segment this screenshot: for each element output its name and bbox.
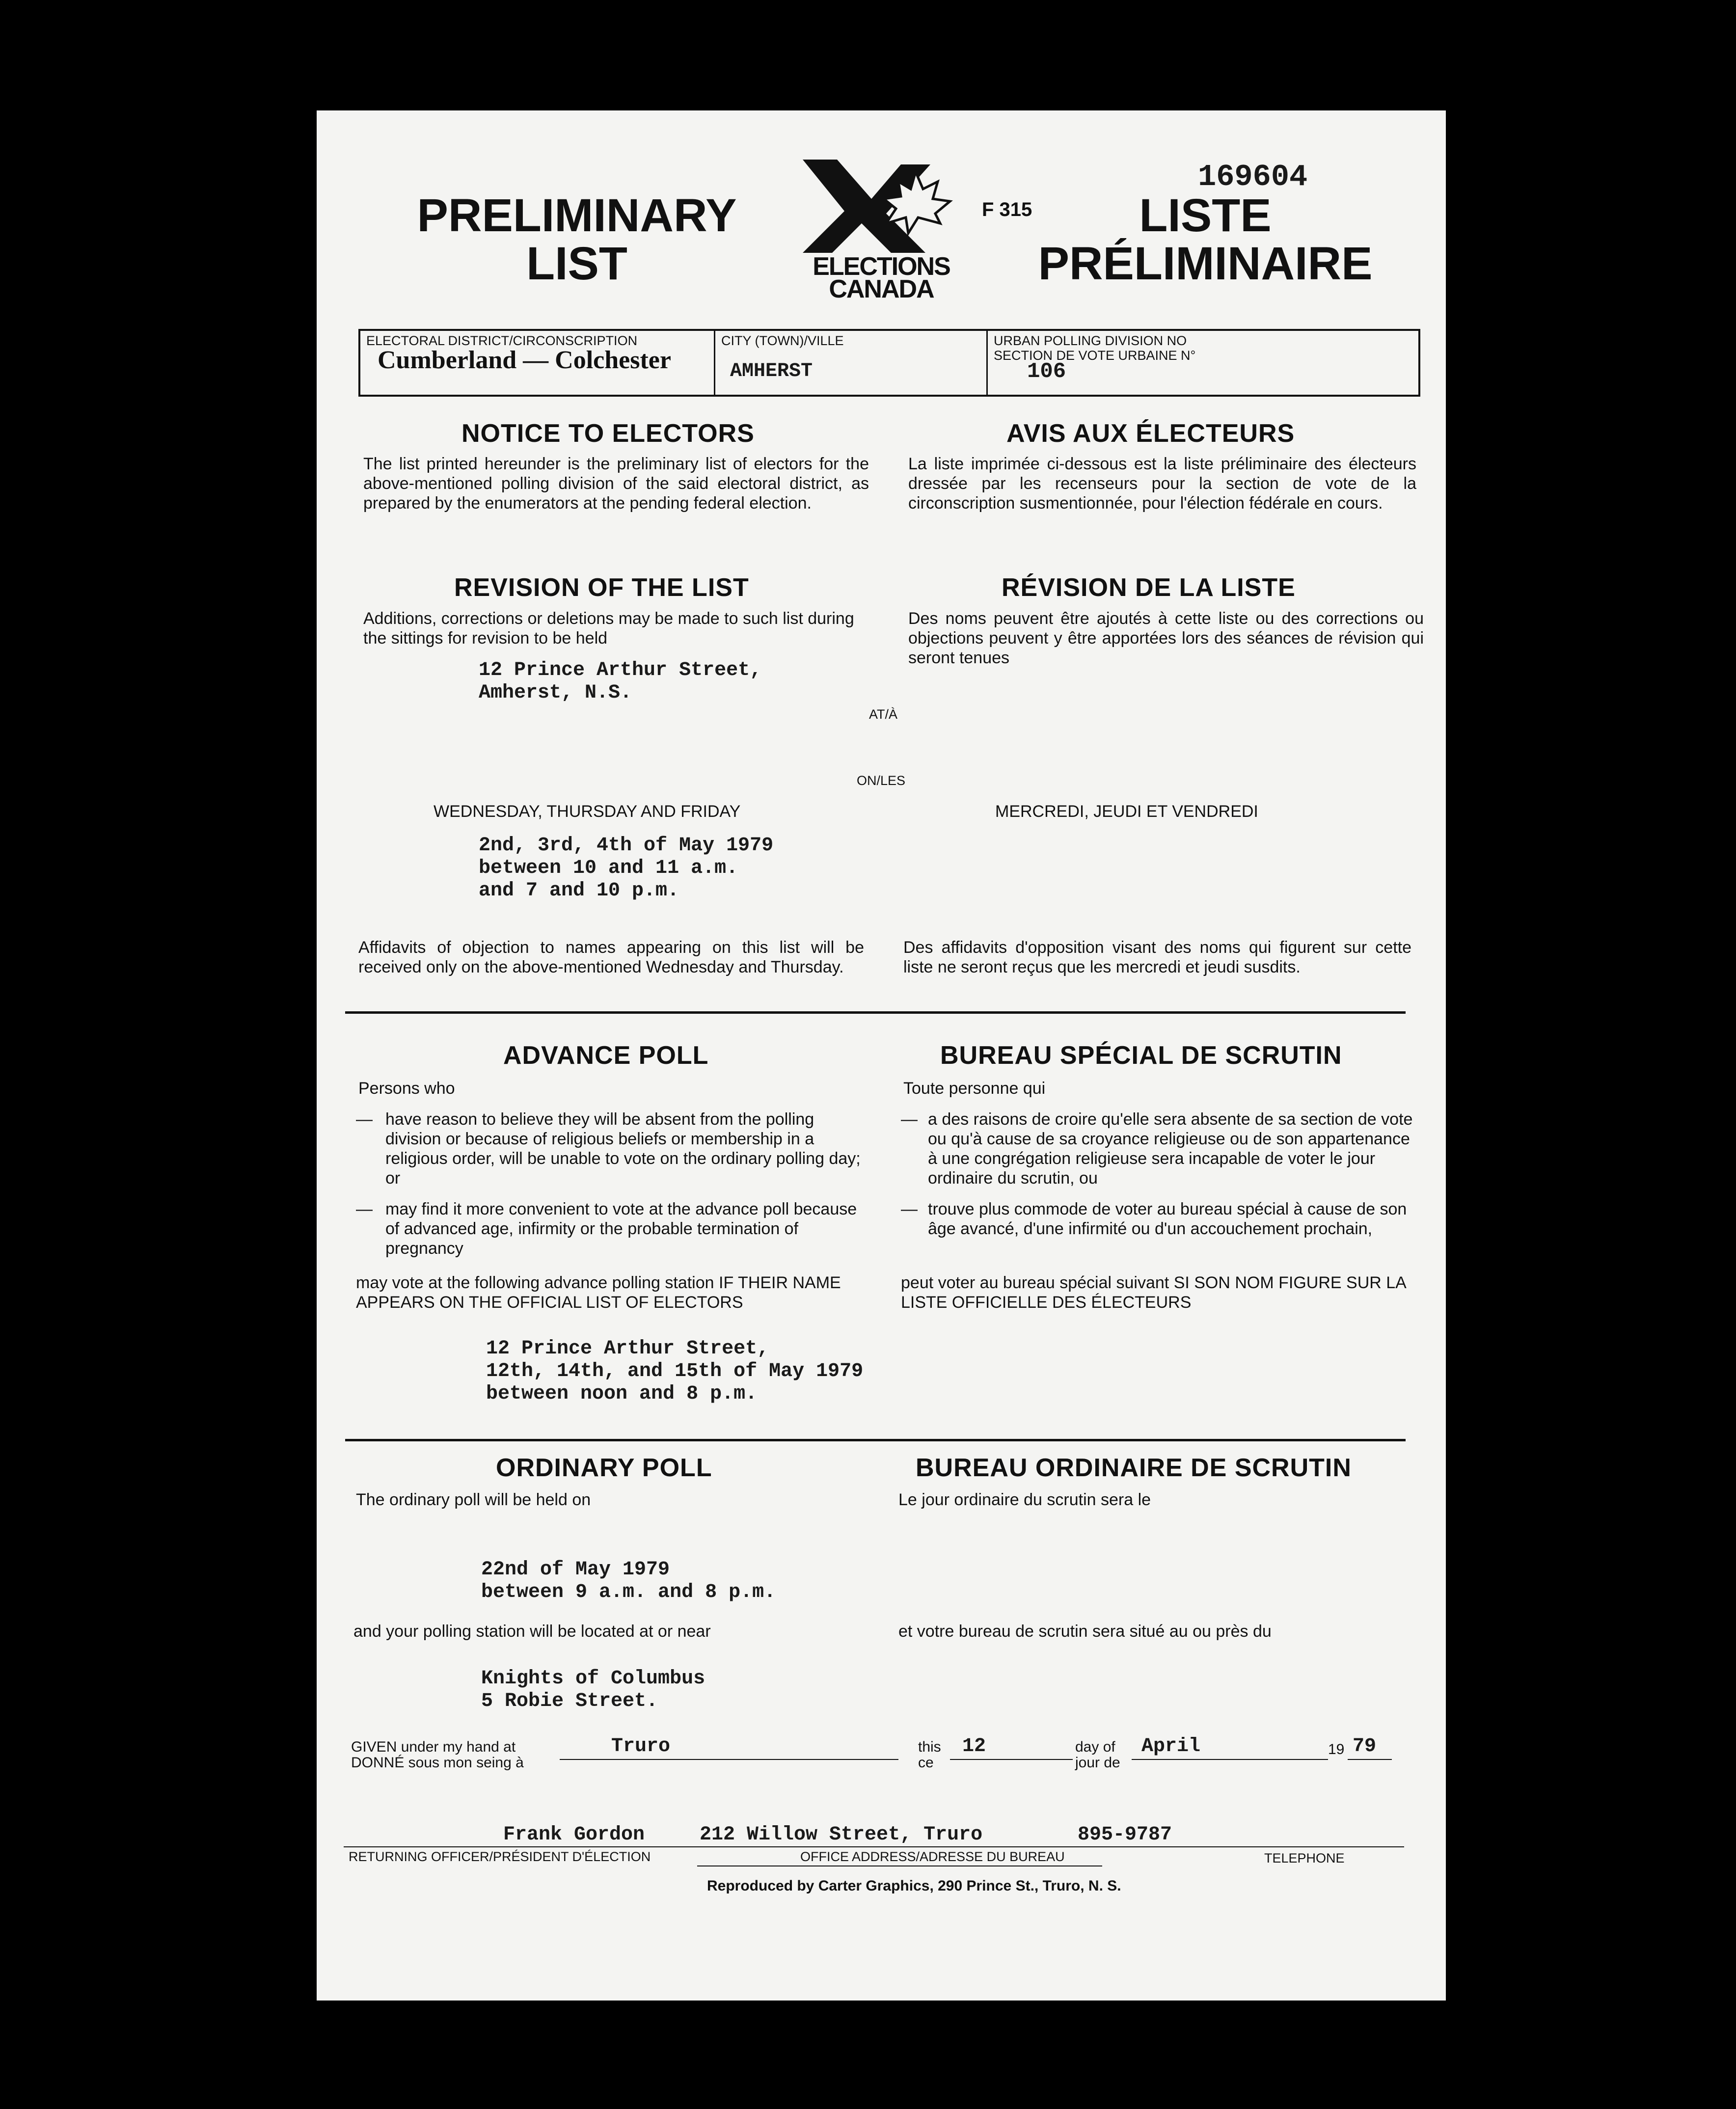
advance-station-line2: 12th, 14th, and 15th of May 1979 — [486, 1360, 864, 1382]
advance-item2-en: may find it more convenient to vote at the advance poll because of advanced age, infirmity or the probable termination of pregnancy — [385, 1200, 857, 1258]
revision-heading-en: REVISION OF THE LIST — [454, 573, 749, 602]
notice-heading-fr: AVIS AUX ÉLECTEURS — [1006, 419, 1295, 448]
title-french — [1004, 191, 1407, 288]
city-cell — [714, 331, 988, 395]
revision-text-en: Additions, corrections or deletions may be made to such list during the sittings for revision to be held — [363, 609, 854, 648]
officer-line — [344, 1846, 1404, 1847]
ordinary-place — [481, 1668, 705, 1713]
at-label: AT/À — [869, 707, 898, 722]
affidavit-text-fr: Des affidavits d'opposition visant des noms qui figurent sur cette liste ne seront reçus que les mercredi et jeudi susdits. — [903, 938, 1411, 976]
advance-item1-fr: a des raisons de croire qu'elle sera absente de sa section de vote ou qu'à cause de sa croyance religieuse ou de son appartenance à une congrégation religieuse sera incapable de voter le jour ordinaire du scrutin, ou — [928, 1110, 1413, 1188]
district-cell — [360, 331, 714, 395]
revision-dates-line1: 2nd, 3rd, 4th of May 1979 — [479, 835, 774, 857]
form-code: F 315 — [982, 199, 1032, 220]
poll-label-2: SECTION DE VOTE URBAINE N° — [994, 348, 1196, 363]
dash-icon: — — [356, 1200, 373, 1218]
revision-heading-fr: RÉVISION DE LA LISTE — [1002, 573, 1296, 602]
revision-dates-line3: and 7 and 10 p.m. — [479, 880, 679, 902]
advance-item1-en: have reason to believe they will be absent from the polling division or because of religious beliefs or membership in a religious order, will be unable to vote on the ordinary polling day; or — [385, 1110, 861, 1188]
revision-dates-line2: between 10 and 11 a.m. — [479, 857, 738, 879]
on-label: ON/LES — [857, 773, 906, 788]
advance-station-line1: 12 Prince Arthur Street, — [486, 1338, 769, 1360]
advance-intro-fr: Toute personne qui — [903, 1079, 1046, 1098]
poll-label-1: URBAN POLLING DIVISION NO — [994, 333, 1187, 348]
x-maple-leaf-icon — [803, 160, 960, 253]
this-label-en: this — [918, 1739, 941, 1755]
this-label — [918, 1739, 941, 1771]
year-underline — [1348, 1759, 1392, 1760]
revision-days-en: WEDNESDAY, THURSDAY AND FRIDAY — [434, 802, 741, 821]
dayof-label-en: day of — [1075, 1739, 1115, 1755]
given-label-en: GIVEN under my hand at — [351, 1739, 516, 1755]
advance-closing-fr: peut voter au bureau spécial suivant SI SON NOM FIGURE SUR LA LISTE OFFICIELLE DES ÉLECTEURS — [901, 1273, 1406, 1312]
ordinary-location-fr: et votre bureau de scrutin sera situé au ou près du — [898, 1622, 1272, 1641]
ordinary-date-line2: between 9 a.m. and 8 p.m. — [481, 1581, 776, 1603]
dayof-label — [1075, 1739, 1120, 1771]
revision-address-line2: Amherst, N.S. — [479, 682, 632, 704]
year-prefix: 19 — [1328, 1741, 1345, 1758]
title-english — [400, 191, 754, 288]
dayof-label-fr: jour de — [1075, 1755, 1120, 1771]
ordinary-location-en: and your polling station will be located at or near — [353, 1622, 711, 1641]
month-underline — [1132, 1759, 1328, 1760]
advance-station-line3: between noon and 8 p.m. — [486, 1383, 758, 1405]
office-address: 212 Willow Street, Truro — [700, 1824, 983, 1846]
revision-dates — [479, 835, 773, 902]
printer-credit: Reproduced by Carter Graphics, 290 Prince St., Truro, N. S. — [707, 1878, 1121, 1894]
poll-value: 106 — [1027, 359, 1066, 384]
this-label-fr: ce — [918, 1755, 934, 1771]
ordinary-date-line1: 22nd of May 1979 — [481, 1559, 670, 1581]
serial-number: 169604 — [1198, 160, 1308, 194]
ordinary-place-line1: Knights of Columbus — [481, 1668, 705, 1690]
logo-line2: CANADA — [829, 275, 934, 303]
city-label: CITY (TOWN)/VILLE — [721, 333, 844, 348]
advance-closing-en: may vote at the following advance polling station IF THEIR NAME APPEARS ON THE OFFICIAL LIST OF ELECTORS — [356, 1273, 841, 1312]
dash-icon: — — [356, 1110, 373, 1129]
section-divider-2 — [345, 1439, 1406, 1441]
ordinary-intro-en: The ordinary poll will be held on — [356, 1490, 591, 1509]
given-label — [351, 1739, 524, 1771]
elections-canada-logo — [803, 160, 960, 303]
given-day: 12 — [962, 1735, 986, 1758]
given-month: April — [1141, 1735, 1201, 1758]
address-label: OFFICE ADDRESS/ADRESSE DU BUREAU — [800, 1849, 1065, 1864]
advance-poll-heading-fr: BUREAU SPÉCIAL DE SCRUTIN — [940, 1041, 1342, 1070]
poll-cell — [986, 331, 1415, 395]
section-divider-1 — [345, 1011, 1406, 1014]
office-telephone: 895-9787 — [1078, 1824, 1172, 1846]
district-value: Cumberland — Colchester — [378, 346, 671, 374]
officer-label: RETURNING OFFICER/PRÉSIDENT D'ÉLECTION — [349, 1849, 651, 1864]
logo-text — [803, 252, 960, 303]
title-fr-line2: PRÉLIMINAIRE — [1038, 238, 1373, 290]
ordinary-date — [481, 1559, 776, 1604]
advance-poll-heading-en: ADVANCE POLL — [503, 1041, 709, 1070]
dash-icon: — — [901, 1200, 918, 1218]
dash-icon: — — [901, 1110, 918, 1129]
notice-text-fr: La liste imprimée ci-dessous est la liste préliminaire des électeurs dressée par les recenseurs pour la section de vote de la circonscription susmentionnée, pour l'élection fédérale en cours. — [908, 455, 1416, 513]
ordinary-poll-heading-en: ORDINARY POLL — [496, 1454, 712, 1482]
notice-heading-en: NOTICE TO ELECTORS — [461, 419, 755, 448]
ordinary-intro-fr: Le jour ordinaire du scrutin sera le — [898, 1490, 1151, 1509]
title-en-line2: LIST — [526, 238, 627, 290]
district-box — [358, 329, 1420, 397]
advance-station — [486, 1338, 863, 1406]
district-label: ELECTORAL DISTRICT/CIRCONSCRIPTION — [366, 333, 638, 348]
notice-text-en: The list printed hereunder is the preliminary list of electors for the above-mentioned polling division of the said electoral district, as prepared by the enumerators at the pending federal election. — [363, 455, 869, 513]
title-en-line1: PRELIMINARY — [417, 189, 737, 242]
revision-address-line1: 12 Prince Arthur Street, — [479, 659, 762, 681]
advance-intro-en: Persons who — [358, 1079, 455, 1098]
ordinary-place-line2: 5 Robie Street. — [481, 1690, 658, 1712]
day-underline — [950, 1759, 1073, 1760]
given-place: Truro — [611, 1735, 671, 1758]
logo-line1: ELECTIONS — [813, 252, 950, 281]
title-fr-line1: LISTE — [1139, 189, 1272, 242]
ordinary-poll-heading-fr: BUREAU ORDINAIRE DE SCRUTIN — [916, 1454, 1352, 1482]
revision-text-fr: Des noms peuvent être ajoutés à cette liste ou des corrections ou objections peuvent y être apportées lors des séances de révision qui seront tenues — [908, 609, 1424, 667]
revision-address — [479, 659, 761, 704]
year-suffix: 79 — [1353, 1735, 1377, 1758]
document-sheet — [317, 110, 1446, 2001]
city-value: AMHERST — [730, 360, 813, 382]
advance-item2-fr: trouve plus commode de voter au bureau spécial à cause de son âge avancé, d'une infirmité ou d'un accouchement prochain, — [928, 1200, 1407, 1238]
revision-days-fr: MERCREDI, JEUDI ET VENDREDI — [995, 802, 1258, 821]
affidavit-text-en: Affidavits of objection to names appearing on this list will be received only on the above-mentioned Wednesday and Thursday. — [358, 938, 864, 976]
officer-name: Frank Gordon — [503, 1824, 645, 1846]
telephone-label: TELEPHONE — [1264, 1851, 1345, 1866]
place-underline — [560, 1759, 898, 1760]
given-label-fr: DONNÉ sous mon seing à — [351, 1755, 524, 1771]
